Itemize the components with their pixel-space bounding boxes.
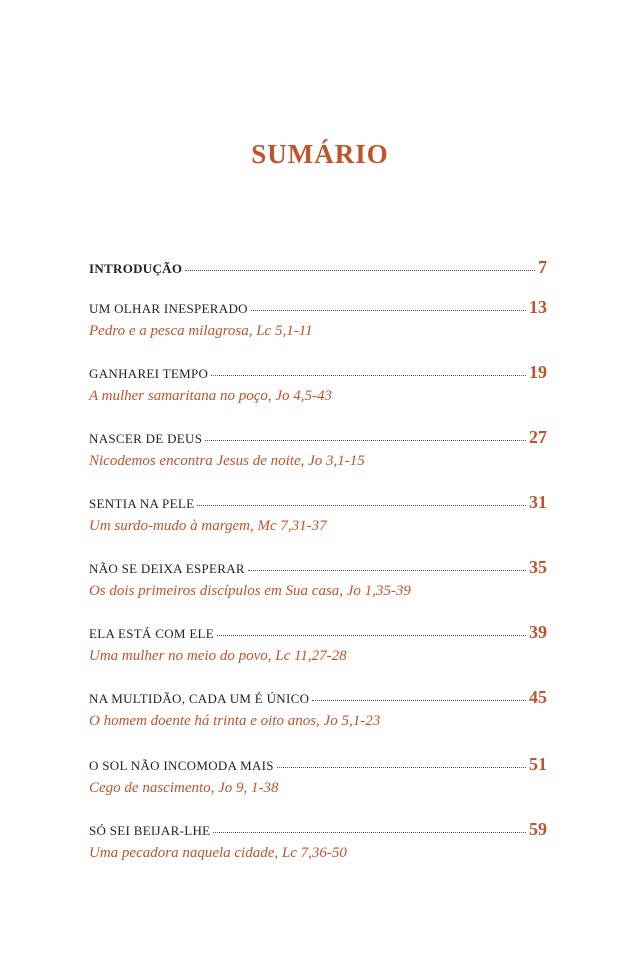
- page-number: 45: [529, 687, 547, 707]
- toc-entry-introducao: [89, 257, 547, 279]
- toc-entry-ela-esta-com-ele: [89, 622, 547, 665]
- toc-entry-line: [89, 492, 547, 514]
- chapter-title: UM OLHAR INESPERADO: [89, 301, 248, 316]
- chapter-title: NASCER DE DEUS: [89, 431, 203, 446]
- chapter-subtitle: Um surdo-mudo à margem, Mc 7,31-37: [89, 518, 327, 534]
- chapter-title: NA MULTIDÃO, CADA UM É ÚNICO: [89, 691, 310, 706]
- chapter-title: GANHAREI TEMPO: [89, 366, 209, 381]
- page-number: 13: [529, 297, 547, 317]
- toc-entry-line: [89, 557, 547, 579]
- chapter-title: NÃO SE DEIXA ESPERAR: [89, 561, 245, 576]
- chapter-subtitle: Cego de nascimento, Jo 9, 1-38: [89, 780, 279, 796]
- page-number: 7: [538, 257, 547, 277]
- toc-entry-nascer-de-deus: [89, 427, 547, 470]
- toc-entry-o-sol-nao-incomoda-mais: [89, 754, 547, 797]
- toc-entry-nao-se-deixa-esperar: [89, 557, 547, 600]
- dot-leader: [197, 504, 526, 506]
- dot-leader: [251, 309, 526, 311]
- chapter-title: INTRODUÇÃO: [89, 261, 183, 276]
- toc-entry-um-olhar-inesperado: [89, 297, 547, 340]
- dot-leader: [213, 831, 526, 833]
- chapter-subtitle: Uma pecadora naquela cidade, Lc 7,36-50: [89, 845, 347, 861]
- chapter-subtitle: Pedro e a pesca milagrosa, Lc 5,1-11: [89, 323, 313, 339]
- toc-entry-line: [89, 622, 547, 644]
- toc-entry-line: [89, 754, 547, 776]
- page-number: 27: [529, 427, 547, 447]
- chapter-subtitle: O homem doente há trinta e oito anos, Jo 5,1-23: [89, 713, 381, 729]
- dot-leader: [205, 439, 526, 441]
- chapter-title: ELA ESTÁ COM ELE: [89, 626, 215, 641]
- toc-entry-ganharei-tempo: [89, 362, 547, 405]
- dot-leader: [312, 699, 526, 701]
- toc-entry-line: [89, 362, 547, 384]
- page-number: 59: [529, 819, 547, 839]
- toc-entry-line: [89, 257, 547, 279]
- chapter-title: O SOL NÃO INCOMODA MAIS: [89, 758, 274, 773]
- chapter-title: SÓ SEI BEIJAR-LHE: [89, 823, 211, 838]
- dot-leader: [185, 269, 535, 271]
- page-number: 39: [529, 622, 547, 642]
- toc-entry-so-sei-beijar-lhe: [89, 819, 547, 862]
- dot-leader: [248, 569, 526, 571]
- toc-entry-sentia-na-pele: [89, 492, 547, 535]
- page-number: 31: [529, 492, 547, 512]
- page-number: 35: [529, 557, 547, 577]
- dot-leader: [211, 374, 526, 376]
- toc-entry-line: [89, 297, 547, 319]
- toc-entry-line: [89, 427, 547, 449]
- page-title: SUMÁRIO: [251, 139, 389, 169]
- page-number: 19: [529, 362, 547, 382]
- chapter-subtitle: A mulher samaritana no poço, Jo 4,5-43: [89, 388, 333, 404]
- page-number: 51: [529, 754, 547, 774]
- chapter-subtitle: Os dois primeiros discípulos em Sua casa, Jo 1,35-39: [89, 583, 411, 599]
- dot-leader: [217, 634, 526, 636]
- chapter-subtitle: Nicodemos encontra Jesus de noite, Jo 3,1-15: [89, 453, 365, 469]
- toc-entry-line: [89, 819, 547, 841]
- chapter-subtitle: Uma mulher no meio do povo, Lc 11,27-28: [89, 648, 347, 664]
- chapter-title: SENTIA NA PELE: [89, 496, 195, 511]
- toc-entry-na-multidao: [89, 687, 547, 730]
- toc-entry-line: [89, 687, 547, 709]
- dot-leader: [277, 766, 526, 768]
